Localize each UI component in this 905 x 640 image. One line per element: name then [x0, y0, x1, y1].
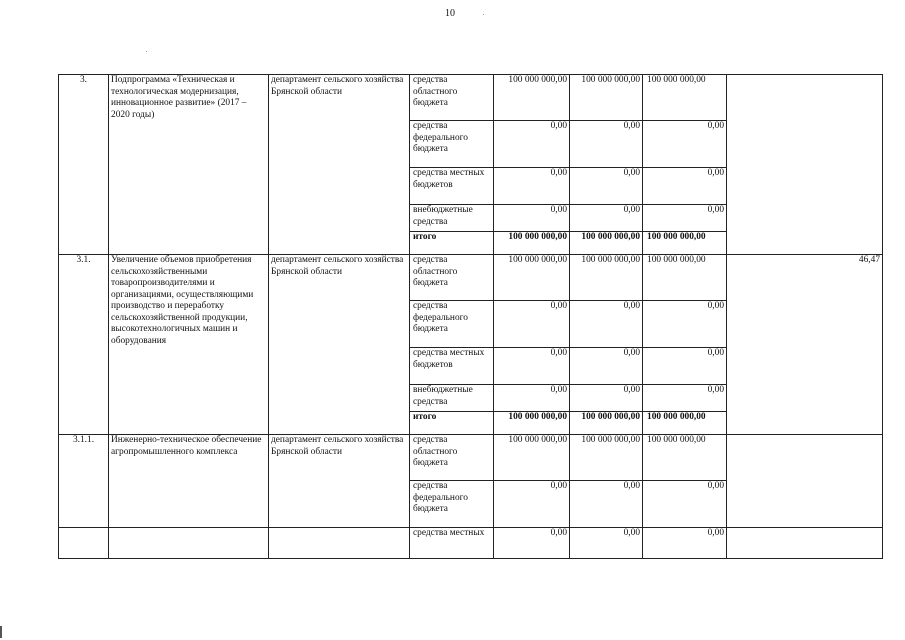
funding-value-1: 0,00 — [494, 385, 570, 412]
section-executor: департамент сельского хозяйства Брянской области — [269, 75, 410, 255]
funding-value-2: 100 000 000,00 — [570, 255, 643, 301]
funding-source: средства федерального бюджета — [410, 121, 494, 168]
funding-value-1: 100 000 000,00 — [494, 435, 570, 481]
funding-source: средства областного бюджета — [410, 255, 494, 301]
funding-value-2: 100 000 000,00 — [570, 435, 643, 481]
section-number: 3. — [59, 75, 109, 255]
funding-total-3: 100 000 000,00 — [643, 412, 727, 435]
scan-dot — [483, 14, 484, 15]
funding-source: средства федерального бюджета — [410, 301, 494, 348]
page-number: 10 — [445, 8, 455, 19]
funding-value-1: 100 000 000,00 — [494, 75, 570, 121]
funding-value-2: 0,00 — [570, 121, 643, 168]
funding-value-3: 100 000 000,00 — [643, 435, 727, 481]
indicator-value — [727, 435, 883, 528]
funding-value-1: 0,00 — [494, 481, 570, 528]
funding-total-2: 100 000 000,00 — [570, 232, 643, 255]
funding-value-3: 0,00 — [643, 205, 727, 232]
indicator-value: 46,47 — [727, 255, 883, 435]
funding-value-1: 0,00 — [494, 528, 570, 559]
funding-value-2: 0,00 — [570, 205, 643, 232]
table-row — [59, 255, 883, 301]
funding-value-1: 0,00 — [494, 301, 570, 348]
section-number-empty — [59, 528, 109, 559]
section-name: Увеличение объемов приобретения сельскохозяйственными товаропроизводителями и организациями, осуществляющими производство и переработку сельскохозяйственной продукции, высокотехнологичных машин и оборудования — [109, 255, 269, 435]
funding-value-1: 0,00 — [494, 348, 570, 385]
funding-value-2: 0,00 — [570, 481, 643, 528]
section-name: Подпрограмма «Техническая и технологическая модернизация, инновационное развитие» (2017 – 2020 годы) — [109, 75, 269, 255]
funding-value-3: 100 000 000,00 — [643, 75, 727, 121]
funding-total-label: итого — [410, 232, 494, 255]
funding-value-1: 0,00 — [494, 121, 570, 168]
funding-total-1: 100 000 000,00 — [494, 412, 570, 435]
section-number: 3.1.1. — [59, 435, 109, 528]
funding-value-2: 0,00 — [570, 348, 643, 385]
funding-source: средства федерального бюджета — [410, 481, 494, 528]
section-name: Инженерно-техническое обеспечение агропромышленного комплекса — [109, 435, 269, 528]
table-row — [59, 435, 883, 481]
funding-source: внебюджетные средства — [410, 385, 494, 412]
funding-value-3: 0,00 — [643, 168, 727, 205]
section-name-empty — [109, 528, 269, 559]
funding-value-3: 0,00 — [643, 348, 727, 385]
funding-source: средства местных бюджетов — [410, 168, 494, 205]
funding-value-3: 0,00 — [643, 121, 727, 168]
funding-source: внебюджетные средства — [410, 205, 494, 232]
funding-value-3: 0,00 — [643, 528, 727, 559]
funding-value-2: 0,00 — [570, 168, 643, 205]
funding-source: средства местных — [410, 528, 494, 559]
funding-total-3: 100 000 000,00 — [643, 232, 727, 255]
funding-value-2: 0,00 — [570, 385, 643, 412]
funding-value-1: 0,00 — [494, 168, 570, 205]
funding-source: средства областного бюджета — [410, 75, 494, 121]
funding-total-label: итого — [410, 412, 494, 435]
funding-total-1: 100 000 000,00 — [494, 232, 570, 255]
funding-total-2: 100 000 000,00 — [570, 412, 643, 435]
funding-source: средства местных бюджетов — [410, 348, 494, 385]
indicator-value-empty — [727, 528, 883, 559]
funding-value-1: 0,00 — [494, 205, 570, 232]
indicator-value — [727, 75, 883, 255]
funding-value-1: 100 000 000,00 — [494, 255, 570, 301]
funding-value-2: 100 000 000,00 — [570, 75, 643, 121]
funding-value-3: 0,00 — [643, 385, 727, 412]
scan-edge-mark — [0, 626, 2, 638]
section-executor: департамент сельского хозяйства Брянской области — [269, 435, 410, 528]
table-row — [59, 528, 883, 559]
section-executor: департамент сельского хозяйства Брянской области — [269, 255, 410, 435]
funding-value-2: 0,00 — [570, 301, 643, 348]
table-row — [59, 75, 883, 121]
funding-value-3: 0,00 — [643, 481, 727, 528]
funding-value-3: 0,00 — [643, 301, 727, 348]
funding-source: средства областного бюджета — [410, 435, 494, 481]
funding-value-2: 0,00 — [570, 528, 643, 559]
budget-table — [58, 74, 883, 559]
section-executor-empty — [269, 528, 410, 559]
scan-dot — [146, 51, 147, 52]
section-number: 3.1. — [59, 255, 109, 435]
funding-value-3: 100 000 000,00 — [643, 255, 727, 301]
